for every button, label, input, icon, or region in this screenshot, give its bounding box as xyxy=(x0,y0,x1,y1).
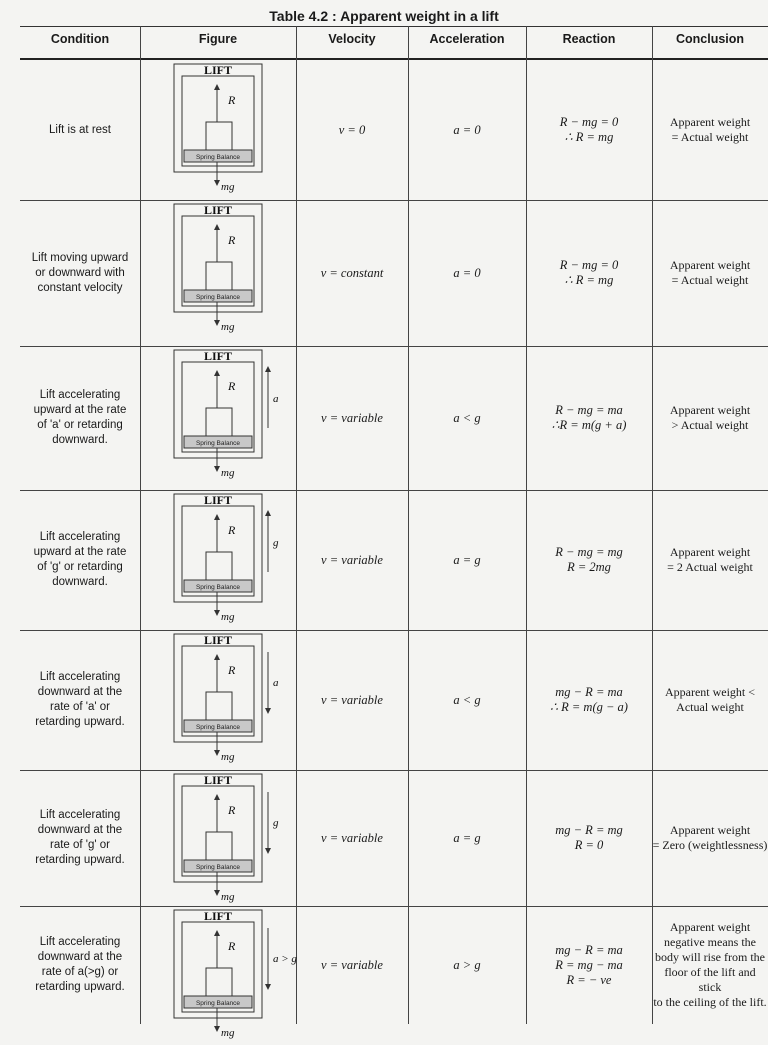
condition-line: downward. xyxy=(52,576,108,588)
condition-line: of 'g' or retarding xyxy=(37,561,123,573)
acceleration-arrow-head xyxy=(265,984,271,990)
condition-cell xyxy=(20,906,140,1024)
condition-line: Lift accelerating xyxy=(39,936,121,948)
weight-label: mg xyxy=(221,751,235,763)
reaction-cell xyxy=(526,906,652,1024)
weight-arrow-head xyxy=(214,180,220,186)
conclusion-line: Apparent weight xyxy=(669,823,751,837)
reaction-cell xyxy=(526,490,652,630)
acceleration-cell xyxy=(408,200,526,346)
acceleration-cell xyxy=(408,770,526,906)
condition-line: downward at the xyxy=(37,824,123,836)
condition-line: retarding upward. xyxy=(35,981,125,993)
reaction-label: R xyxy=(228,233,236,247)
reaction-line: R − mg = ma xyxy=(555,403,623,417)
weight-label: mg xyxy=(221,321,235,333)
condition-line: constant velocity xyxy=(37,281,123,294)
acceleration-arrow-head xyxy=(265,366,271,372)
acceleration-arrow-head xyxy=(265,708,271,714)
condition-cell xyxy=(20,490,140,630)
velocity-cell xyxy=(296,200,408,346)
lift-diagram xyxy=(142,632,292,764)
lift-figure xyxy=(142,62,292,194)
acceleration-arrow-label: a xyxy=(273,677,279,689)
lift-diagram xyxy=(142,202,292,334)
conclusion-cell xyxy=(652,60,768,200)
title-rule xyxy=(20,26,768,27)
acceleration-cell xyxy=(408,60,526,200)
condition-cell xyxy=(20,200,140,346)
reaction-label: R xyxy=(228,663,236,677)
acceleration-value: a = g xyxy=(453,830,481,845)
reaction-arrow-head xyxy=(214,794,220,800)
weight-arrow-head xyxy=(214,320,220,326)
lift-diagram xyxy=(142,62,292,194)
acceleration-value: a > g xyxy=(453,957,481,972)
reaction-label: R xyxy=(228,803,236,817)
body-block xyxy=(206,408,232,436)
condition-cell xyxy=(20,630,140,770)
conclusion-line: > Actual weight xyxy=(671,418,749,432)
conclusion-line: Apparent weight < xyxy=(664,685,756,699)
header-conclusion: Conclusion xyxy=(675,32,745,46)
conclusion-line: Apparent weight xyxy=(669,258,751,272)
weight-arrow-head xyxy=(214,890,220,896)
spring-balance-label: Spring Balance xyxy=(195,294,241,301)
weight-label: mg xyxy=(221,181,235,193)
header-reaction: Reaction xyxy=(562,32,616,46)
reaction-arrow-head xyxy=(214,224,220,230)
velocity-cell xyxy=(296,60,408,200)
acceleration-value: a = 0 xyxy=(453,122,481,137)
velocity-cell xyxy=(296,630,408,770)
conclusion-line: = Zero (weightlessness) xyxy=(652,838,768,852)
lift-diagram xyxy=(142,348,292,480)
reaction-arrow-head xyxy=(214,654,220,660)
weight-label: mg xyxy=(221,891,235,903)
conclusion-line: Apparent weight xyxy=(669,403,751,417)
conclusion-line: body will rise from the xyxy=(655,950,765,964)
header-condition: Condition xyxy=(50,32,110,46)
spring-balance-label: Spring Balance xyxy=(195,440,241,447)
velocity-cell xyxy=(296,346,408,490)
condition-line: downward at the xyxy=(37,951,123,963)
acceleration-arrow-label: g xyxy=(273,817,279,829)
reaction-line: R − mg = 0 xyxy=(559,258,619,272)
reaction-cell xyxy=(526,630,652,770)
weight-label: mg xyxy=(221,1027,235,1039)
lift-figure xyxy=(142,492,292,624)
acceleration-value: a < g xyxy=(453,692,481,707)
lift-label: LIFT xyxy=(203,773,233,787)
body-block xyxy=(206,968,232,996)
reaction-line: ∴ R = mg xyxy=(564,273,614,287)
lift-figure xyxy=(142,348,292,480)
velocity-cell xyxy=(296,906,408,1024)
condition-line: rate of a(>g) or xyxy=(41,966,119,978)
acceleration-cell xyxy=(408,346,526,490)
spring-balance-label: Spring Balance xyxy=(195,154,241,161)
velocity-value: v = 0 xyxy=(338,122,366,137)
spring-balance-label: Spring Balance xyxy=(195,724,241,731)
acceleration-value: a = g xyxy=(453,552,481,567)
conclusion-cell xyxy=(652,200,768,346)
acceleration-arrow-label: a xyxy=(273,393,279,405)
lift-label: LIFT xyxy=(203,203,233,217)
reaction-cell xyxy=(526,200,652,346)
lift-label: LIFT xyxy=(203,349,233,363)
reaction-line: R − mg = 0 xyxy=(559,115,619,129)
reaction-line: R = 2mg xyxy=(567,560,611,574)
reaction-line: ∴R = m(g + a) xyxy=(551,418,627,432)
conclusion-cell xyxy=(652,346,768,490)
weight-label: mg xyxy=(221,611,235,623)
spring-balance-label: Spring Balance xyxy=(195,584,241,591)
table-title: Table 4.2 : Apparent weight in a lift xyxy=(269,8,499,24)
reaction-cell xyxy=(526,60,652,200)
lift-label: LIFT xyxy=(203,63,233,77)
conclusion-cell xyxy=(652,490,768,630)
weight-arrow-head xyxy=(214,750,220,756)
conclusion-line: Apparent weight xyxy=(669,545,751,559)
velocity-value: v = variable xyxy=(321,692,383,707)
condition-line: Lift accelerating xyxy=(39,809,121,821)
velocity-cell xyxy=(296,490,408,630)
spring-balance-label: Spring Balance xyxy=(195,1000,241,1007)
lift-figure xyxy=(142,908,297,1040)
conclusion-line: = Actual weight xyxy=(671,273,749,287)
conclusion-line: = 2 Actual weight xyxy=(667,560,753,574)
reaction-line: mg − R = ma xyxy=(555,942,623,957)
condition-cell xyxy=(20,346,140,490)
condition-line: downward at the xyxy=(37,686,123,698)
reaction-line: ∴ R = m(g − a) xyxy=(550,700,628,714)
lift-figure xyxy=(142,772,292,904)
lift-diagram xyxy=(142,772,292,904)
reaction-label: R xyxy=(228,939,236,953)
condition-line: Lift is at rest xyxy=(49,123,111,136)
conclusion-line: to the ceiling of the lift. xyxy=(653,995,767,1009)
condition-line: or downward with xyxy=(35,266,125,279)
header-velocity: Velocity xyxy=(328,32,376,46)
lift-label: LIFT xyxy=(203,633,233,647)
weight-label: mg xyxy=(221,467,235,479)
reaction-arrow-head xyxy=(214,84,220,90)
conclusion-cell xyxy=(652,630,768,770)
condition-line: rate of 'g' or xyxy=(49,839,110,851)
condition-line: Lift accelerating xyxy=(39,389,121,401)
velocity-cell xyxy=(296,770,408,906)
acceleration-value: a < g xyxy=(453,410,481,425)
lift-figure xyxy=(142,632,292,764)
reaction-label: R xyxy=(228,379,236,393)
condition-line: of 'a' or retarding xyxy=(37,419,123,431)
condition-line: rate of 'a' or xyxy=(49,701,110,713)
acceleration-cell xyxy=(408,490,526,630)
reaction-line: mg − R = mg xyxy=(555,823,623,837)
velocity-value: v = variable xyxy=(321,410,383,425)
condition-line: downward. xyxy=(52,434,108,446)
reaction-line: ∴ R = mg xyxy=(564,130,614,144)
velocity-value: v = variable xyxy=(321,830,383,845)
reaction-line: R = 0 xyxy=(574,838,604,852)
weight-arrow-head xyxy=(214,610,220,616)
reaction-arrow-head xyxy=(214,370,220,376)
reaction-line: mg − R = ma xyxy=(555,685,623,699)
lift-diagram xyxy=(142,908,297,1040)
header-figure: Figure xyxy=(198,32,238,46)
acceleration-value: a = 0 xyxy=(453,265,481,280)
header-acceleration: Acceleration xyxy=(429,32,505,46)
reaction-cell xyxy=(526,346,652,490)
condition-line: Lift accelerating xyxy=(39,671,121,683)
condition-line: upward at the rate xyxy=(33,404,127,416)
body-block xyxy=(206,262,232,290)
condition-cell xyxy=(20,60,140,200)
acceleration-arrow-head xyxy=(265,510,271,516)
acceleration-arrow-head xyxy=(265,848,271,854)
acceleration-arrow-label: g xyxy=(273,537,279,549)
conclusion-line: negative means the xyxy=(664,935,756,949)
weight-arrow-head xyxy=(214,466,220,472)
body-block xyxy=(206,122,232,150)
condition-cell xyxy=(20,770,140,906)
lift-diagram xyxy=(142,492,292,624)
condition-line: Lift accelerating xyxy=(39,531,121,543)
conclusion-cell xyxy=(652,906,768,1024)
reaction-label: R xyxy=(228,523,236,537)
conclusion-line: = Actual weight xyxy=(671,130,749,144)
column-divider xyxy=(140,26,141,1024)
acceleration-cell xyxy=(408,906,526,1024)
lift-figure xyxy=(142,202,292,334)
acceleration-cell xyxy=(408,630,526,770)
conclusion-line: Apparent weight xyxy=(669,115,751,129)
body-block xyxy=(206,692,232,720)
condition-line: retarding upward. xyxy=(35,716,125,728)
reaction-arrow-head xyxy=(214,930,220,936)
reaction-cell xyxy=(526,770,652,906)
condition-line: Lift moving upward xyxy=(31,251,129,264)
spring-balance-label: Spring Balance xyxy=(195,864,241,871)
lift-label: LIFT xyxy=(203,493,233,507)
reaction-line: R = mg − ma xyxy=(555,957,623,972)
conclusion-line: Actual weight xyxy=(676,700,744,714)
acceleration-arrow-label: a > g xyxy=(273,953,297,965)
reaction-line: R = − ve xyxy=(566,972,612,987)
conclusion-line: Apparent weight xyxy=(669,920,751,934)
lift-label: LIFT xyxy=(203,909,233,923)
weight-arrow-head xyxy=(214,1026,220,1032)
body-block xyxy=(206,832,232,860)
body-block xyxy=(206,552,232,580)
condition-line: upward at the rate xyxy=(33,546,127,558)
conclusion-cell xyxy=(652,770,768,906)
conclusion-line: floor of the lift and stick xyxy=(664,965,756,994)
reaction-arrow-head xyxy=(214,514,220,520)
condition-line: retarding upward. xyxy=(35,854,125,866)
reaction-label: R xyxy=(228,93,236,107)
reaction-line: R − mg = mg xyxy=(555,545,623,559)
velocity-value: v = variable xyxy=(321,552,383,567)
velocity-value: v = constant xyxy=(320,265,384,280)
velocity-value: v = variable xyxy=(321,957,383,972)
